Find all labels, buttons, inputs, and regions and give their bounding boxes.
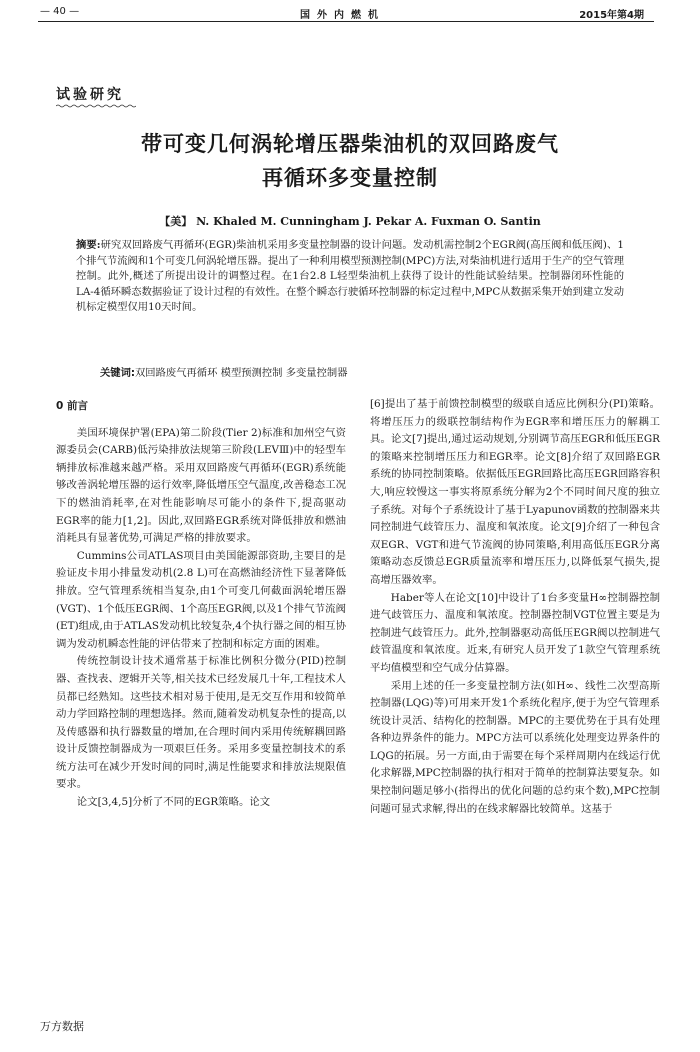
keywords-text: 双回路废气再循环 模型预测控制 多变量控制器 — [135, 367, 348, 379]
abstract-text: 研究双回路废气再循环(EGR)柴油机采用多变量控制器的设计问题。发动机需控制2个EGR阀(高压阀和低压阀)、1个排气节流阀和1个可变几何涡轮增压器。提出了一种利用模型预测控制(MPC)方法,对柴油机进行适用于生产的空气管理控制。此外,概述了所提出设计的调整过程。在1台2.8 L轻型柴油机上获得了设计的性能试验结果。控制器闭环性能的LA-4循环瞬态数据验证了设计过程的有效性。在整个瞬态行驶循环控制器的标定过程中,MPC从数据采集开始到建立发动机标定模型仅用10天时间。 — [76, 239, 624, 314]
page-number: — 40 — — [40, 6, 80, 17]
keywords-label: 关键词: — [100, 367, 136, 379]
right-column — [370, 396, 660, 818]
header-rule — [38, 21, 654, 22]
section-heading: 0 前言 — [56, 400, 88, 412]
issue-label: 2015年第4期 — [579, 10, 644, 21]
author-list: 【美】 N. Khaled M. Cunningham J. Pekar A. Fuxman O. Santin — [159, 215, 541, 228]
paragraph: 美国环境保护署(EPA)第二阶段(Tier 2)标准和加州空气资源委员会(CARB)低污染排放法规第三阶段(LEVⅢ)中的轻型车辆排放标准越来越严格。采用双回路废气再循环(EGR)系统能够改善涡轮增压器的运行效率,降低增压空气温度,改善稳态工况下的燃油消耗率,在对性能影响尽可能小的条件下,提高驱动EGR率的能力[1,2]。因此,双回路EGR系统对降低排放和燃油消耗具有显著优势,可满足严格的排放要求。 — [56, 426, 346, 545]
paragraph: 论文[3,4,5]分析了不同的EGR策略。论文 — [76, 796, 271, 809]
left-column — [56, 396, 346, 812]
abstract-label: 摘要: — [76, 239, 101, 251]
journal-name: 国外内燃机 — [300, 10, 385, 21]
paragraph: Cummins公司ATLAS项目由美国能源部资助,主要目的是验证皮卡用小排量发动机(2.8 L)可在高燃油经济性下显著降低排放。空气管理系统相当复杂,由1个可变几何截面涡轮增压器(VGT)、1个低压EGR阀、1个高压EGR阀,以及1个排气节流阀(ET)组成,由于ATLAS发动机比较复杂,4个执行器之间的相互协调为发动机瞬态性能的评估带来了控制和标定方面的困难。 — [56, 549, 346, 650]
paragraph: [6]提出了基于前馈控制模型的级联自适应比例积分(PI)策略。将增压压力的级联控制结构作为EGR率和增压压力的解耦工具。论文[7]提出,通过运动规划,分别调节高压EGR和低压EGR的策略来控制增压压力和EGR率。论文[8]介绍了双回路EGR系统的协同控制策略。依据低压EGR回路比高压EGR回路容积大,响应较慢这一事实将原系统分解为2个不同时间尺度的独立子系统。对每个子系统设计了基于Lyapunov函数的控制器来共同控制进气歧管压力、温度和氧浓度。论文[9]介绍了一种包含双EGR、VGT和进气节流阀的协同策略,利用高低压EGR分离策略动态反馈总EGR质量流率和增压压力,以降低泵气损失,提高增压器效率。 — [370, 398, 660, 586]
running-header — [0, 0, 700, 20]
abstract — [76, 238, 624, 316]
title-line-1: 带可变几何涡轮增压器柴油机的双回路废气 — [141, 132, 559, 156]
keywords — [100, 364, 348, 379]
title-line-2: 再循环多变量控制 — [262, 166, 438, 190]
wavy-underline — [56, 104, 136, 108]
footer-watermark: 万方数据 — [40, 1020, 84, 1033]
paragraph: Haber等人在论文[10]中设计了1台多变量H∞控制器控制进气歧管压力、温度和氧浓度。控制器控制VGT位置主要是为控制进气歧管压力。此外,控制器驱动高低压EGR阀以控制进气歧管温度和氧浓度。近来,有研究人员开发了1款空气管理系统平均值模型和空气成分估算器。 — [370, 591, 660, 674]
section-tag: 试验研究 — [56, 87, 124, 103]
paragraph: 传统控制设计技术通常基于标准比例积分微分(PID)控制器、查找表、逻辑开关等,相关技术已经发展几十年,工程技术人员都已经熟知。这些技术相对易于使用,是无交互作用和较简单动力学回路控制的理想选择。然而,随着发动机复杂性的提高,以及传感器和执行器数量的增加,在合理时间内采用传统解耦回路设计反馈控制器成为一项艰巨任务。采用多变量控制技术的系统方法可在减少开发时间的同时,满足性能要求和排放法规限值要求。 — [56, 655, 346, 791]
paragraph: 采用上述的任一多变量控制方法(如H∞、线性二次型高斯控制器(LQG)等)可用来开发1个系统化程序,便于为空气管理系统设计灵活、结构化的控制器。MPC的主要优势在于具有处理各种边界条件的能力。MPC方法可以系统化处理变边界条件的LQG的拓展。另一方面,由于需要在每个采样周期内在线运行优化求解器,MPC控制器的执行相对于简单的控制算法要复杂。如果控制问题足够小(指得出的优化问题的总约束个数),MPC控制问题可显式求解,得出的在线求解器比较简单。这基于 — [370, 679, 660, 815]
